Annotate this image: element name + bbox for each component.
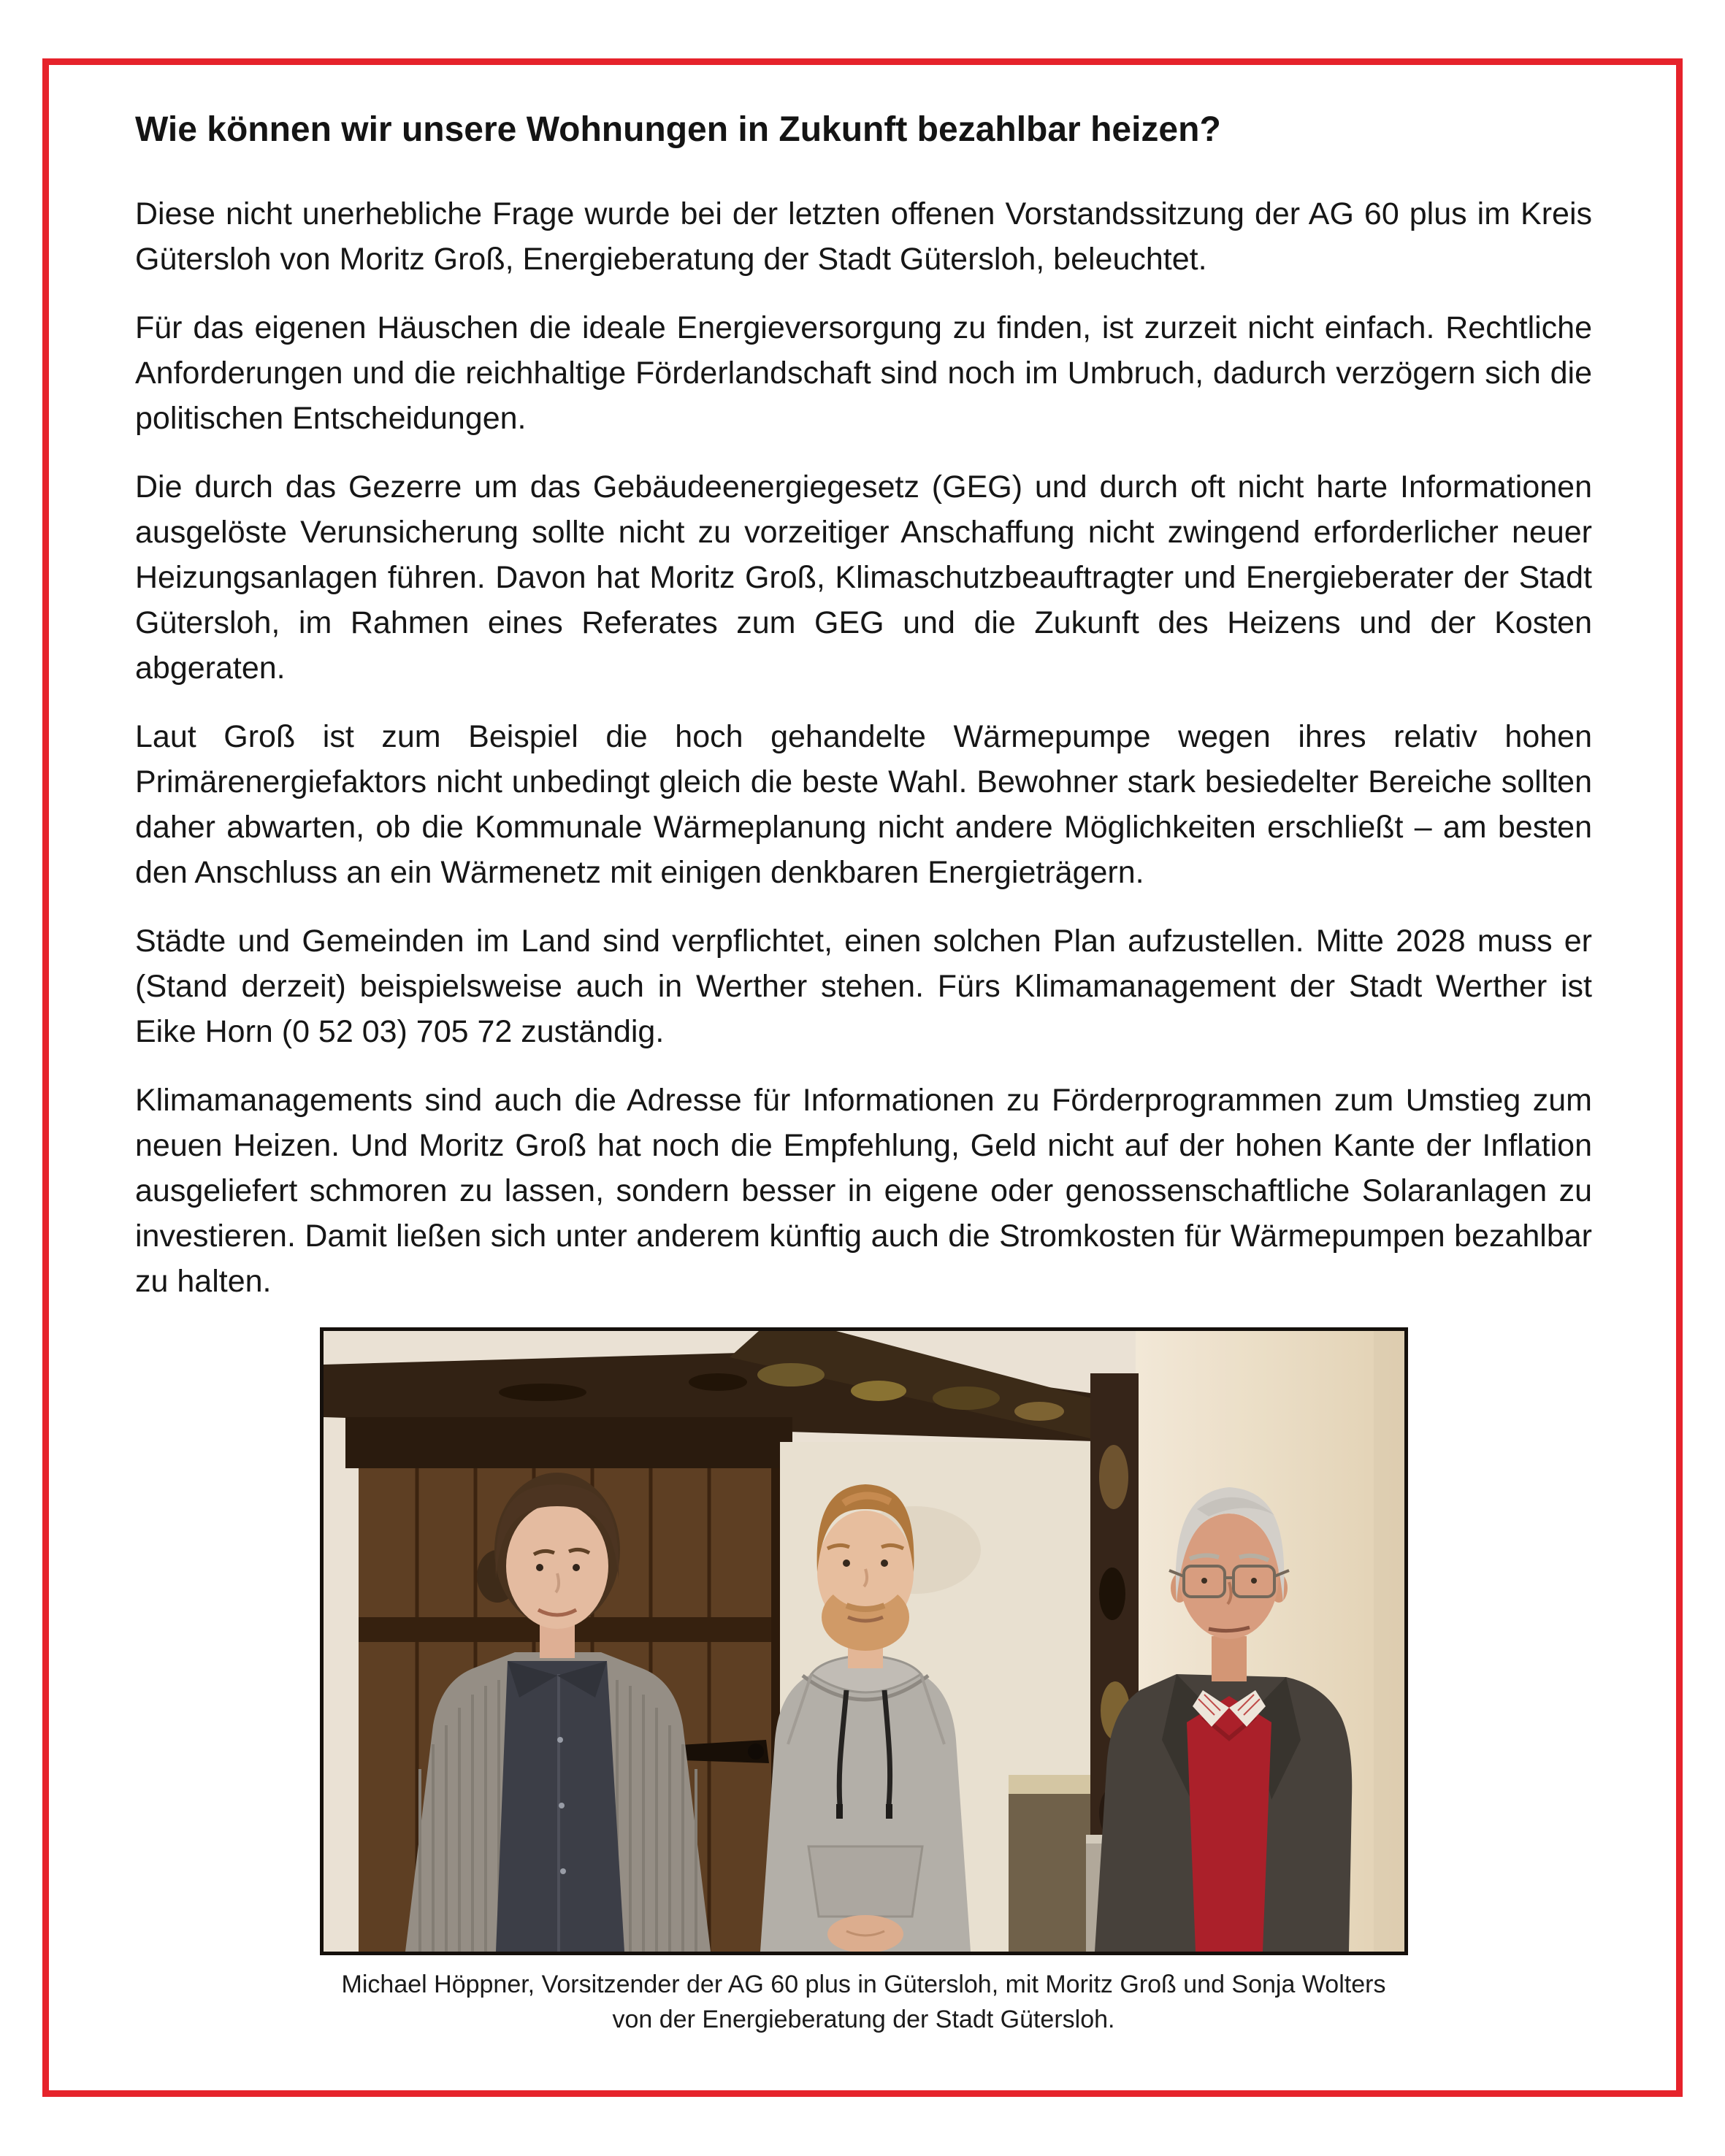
article-content	[135, 110, 1592, 2037]
article-title: Wie können wir unsere Wohnungen in Zukunft bezahlbar heizen?	[135, 110, 1221, 149]
photo-caption-line: Michael Höppner, Vorsitzender der AG 60 plus in Gütersloh, mit Moritz Groß und Sonja Wolters	[341, 1971, 1386, 1998]
article-paragraph: Diese nicht unerhebliche Frage wurde bei der letzten offenen Vorstandssitzung der AG 60 plus im Kreis Gütersloh von Moritz Groß, Energieberatung der Stadt Gütersloh, beleuchtet.	[135, 196, 1592, 277]
article-paragraph: Laut Groß ist zum Beispiel die hoch gehandelte Wärmepumpe wegen ihres relativ hohen Primärenergiefaktors nicht unbedingt gleich die beste Wahl. Bewohner stark besiedelter Bereiche sollten daher abwarten, ob die Kommunale Wärmeplanung nicht andere Möglichkeiten erschließt – am besten den Anschluss an ein Wärmenetz mit einigen denkbaren Energieträgern.	[135, 719, 1592, 890]
article-photo	[135, 1327, 1592, 2037]
photo-caption	[135, 1967, 1592, 2037]
article-paragraph: Städte und Gemeinden im Land sind verpflichtet, einen solchen Plan aufzustellen. Mitte 2028 muss er (Stand derzeit) beispielsweise auch in Werther stehen. Fürs Klimamanagement der Stadt Werther ist Eike Horn (0 52 03) 705 72 zuständig.	[135, 924, 1592, 1049]
article-paragraph: Die durch das Gezerre um das Gebäudeenergiegesetz (GEG) und durch oft nicht harte Informationen ausgelöste Verunsicherung sollte nicht zu vorzeitiger Anschaffung nicht zwingend erforderlicher neuer Heizungsanlagen führen. Davon hat Moritz Groß, Klimaschutzbeauftragter und Energieberater der Stadt Gütersloh, im Rahmen eines Referates zum GEG und die Zukunft des Heizens und der Kosten abgeraten.	[135, 469, 1592, 686]
photo-caption-line: von der Energieberatung der Stadt Gütersloh.	[612, 2006, 1115, 2033]
article-paragraph: Klimamanagements sind auch die Adresse für Informationen zu Förderprogrammen zum Umstieg zum neuen Heizen. Und Moritz Groß hat noch die Empfehlung, Geld nicht auf der hohen Kante der Inflation ausgeliefert schmoren zu lassen, sondern besser in eigene oder genossenschaftliche Solaranlagen zu investieren. Damit ließen sich unter anderem künftig auch die Stromkosten für Wärmepumpen bezahlbar zu halten.	[135, 1083, 1592, 1299]
photo-illustration	[320, 1327, 1408, 1955]
article-paragraph: Für das eigenen Häuschen die ideale Energieversorgung zu finden, ist zurzeit nicht einfach. Rechtliche Anforderungen und die reichhaltige Förderlandschaft sind noch im Umbruch, dadurch verzögern sich die politischen Entscheidungen.	[135, 310, 1592, 436]
photo-tint-overlay	[324, 1331, 1404, 1952]
